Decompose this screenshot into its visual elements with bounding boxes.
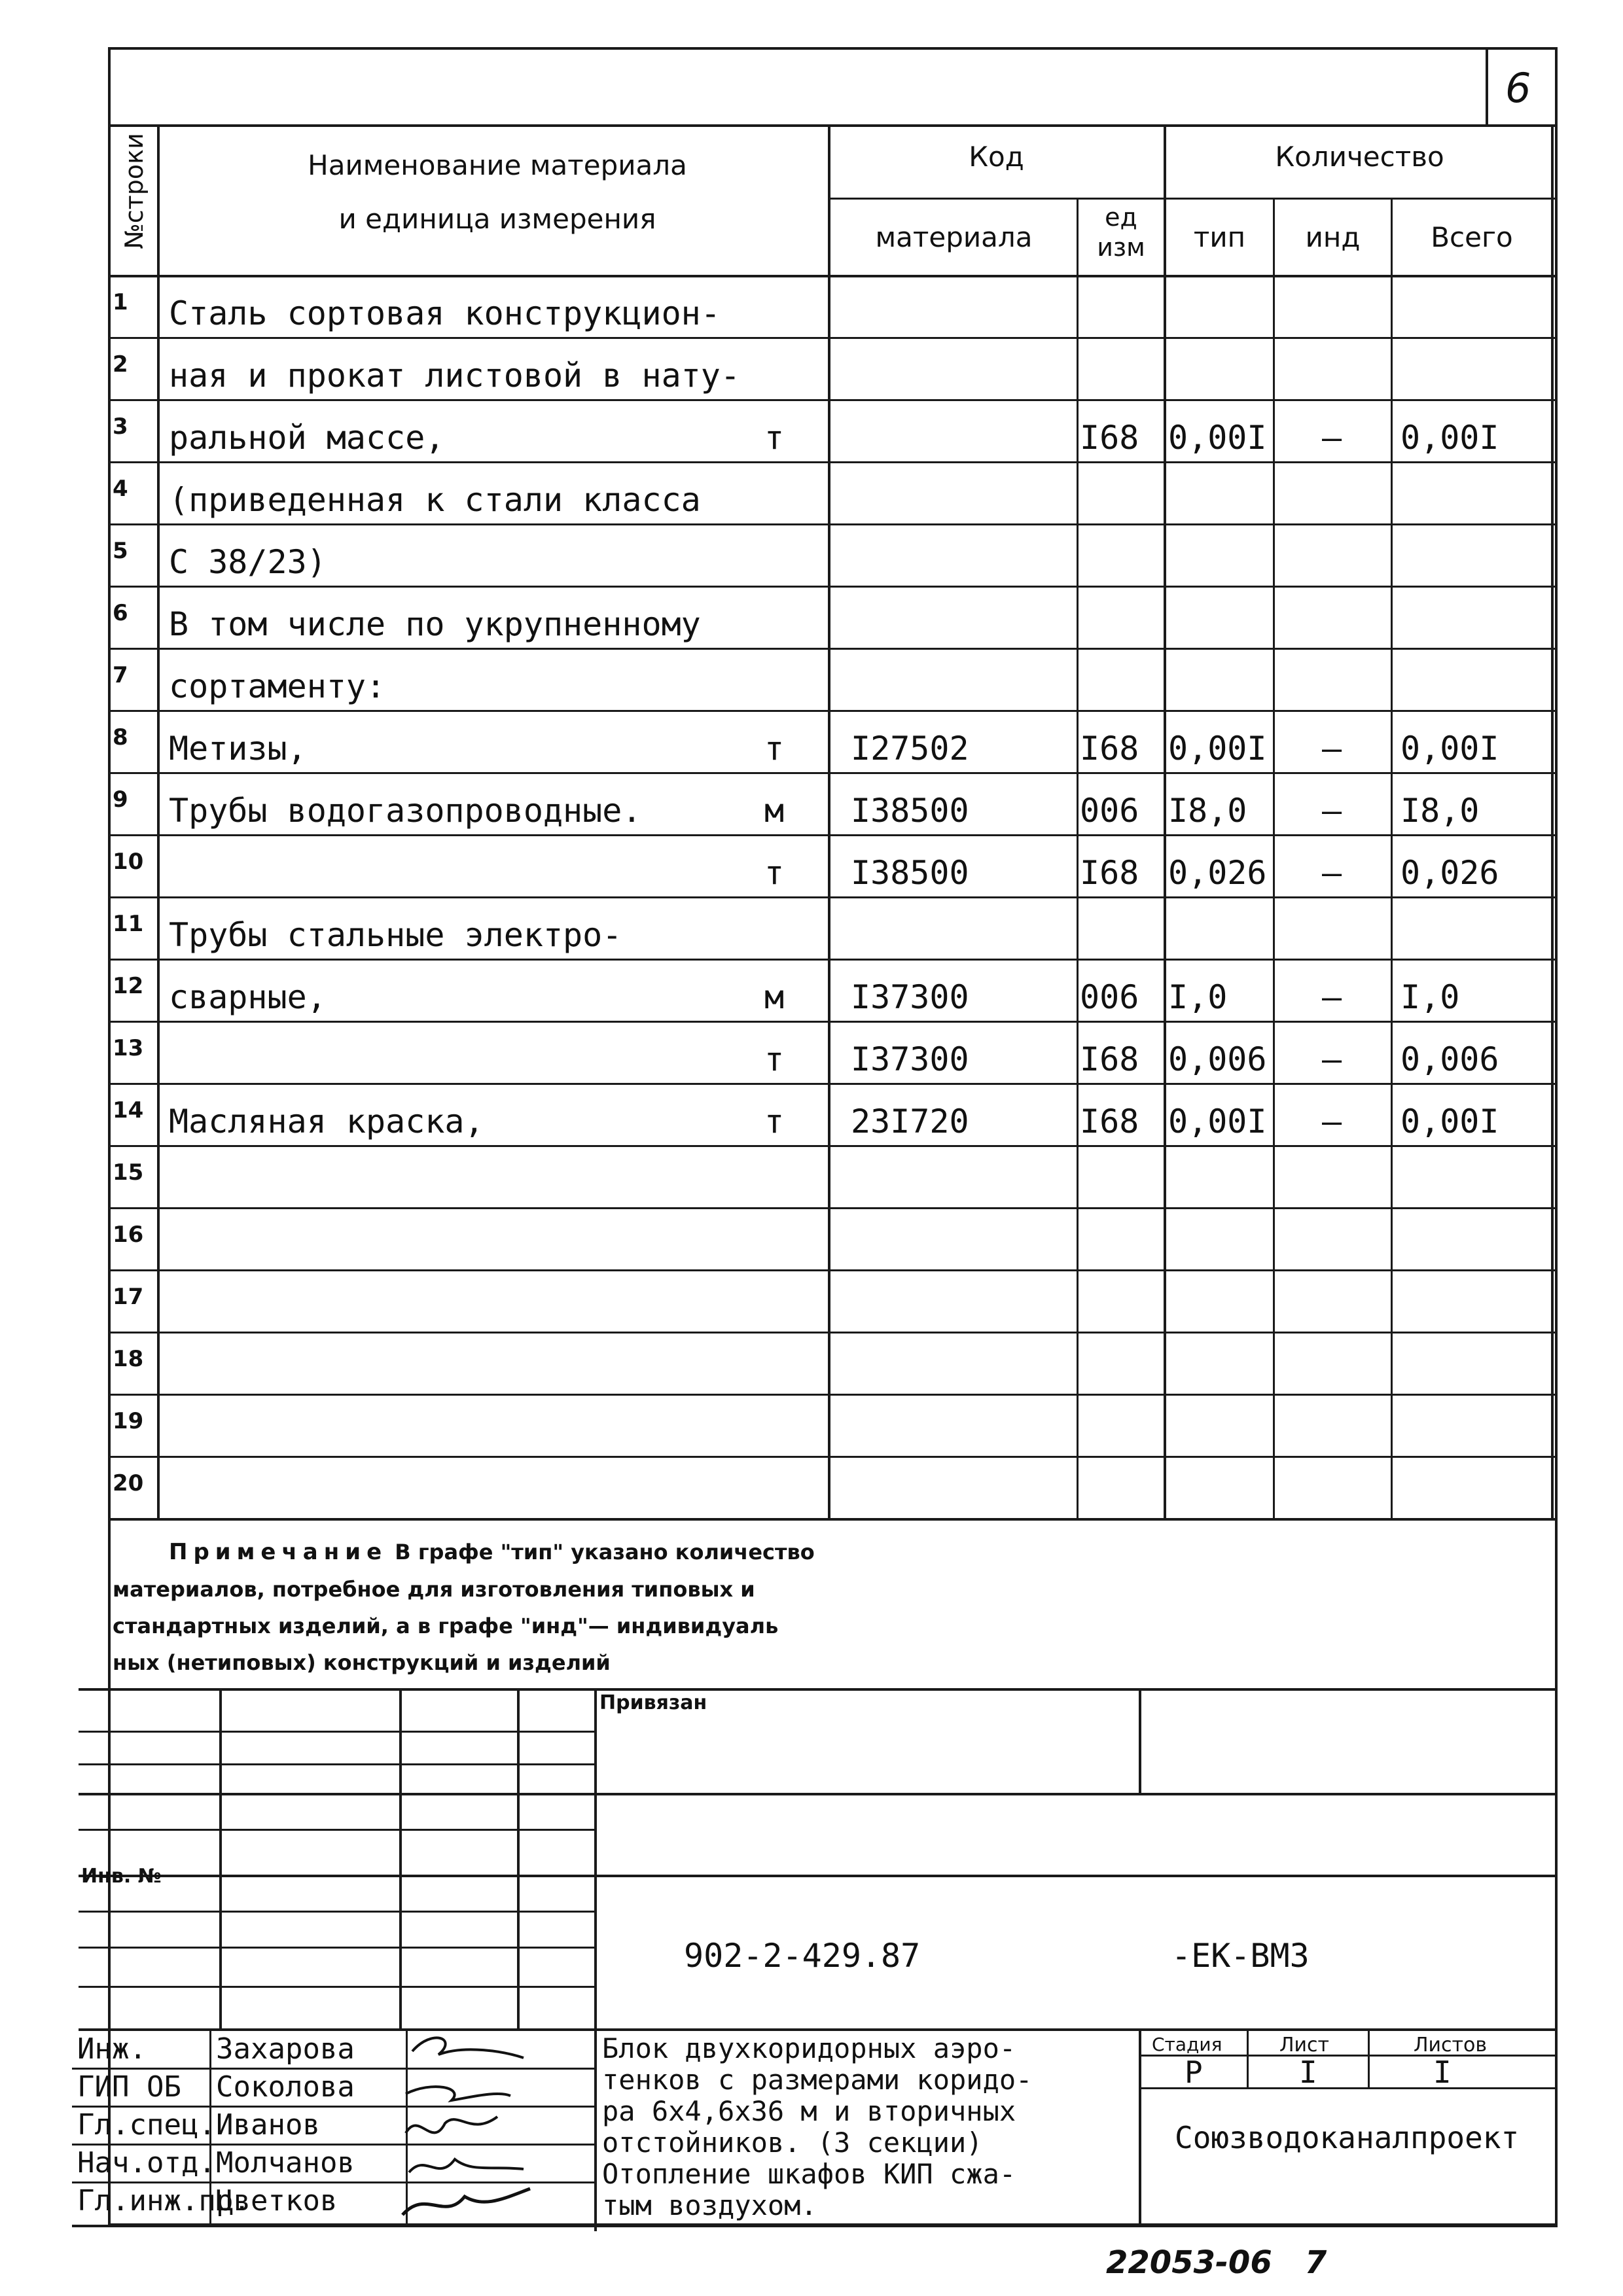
col-tip-border	[1273, 198, 1275, 1518]
name-header-line2: и единица измерения	[338, 203, 656, 235]
row-separator	[108, 461, 1558, 463]
staff-name: Захарова	[216, 2032, 355, 2066]
tb-grid-h8	[79, 1986, 596, 1988]
row-type-qty: 0,006	[1168, 1040, 1267, 1078]
staff-name: Иванов	[216, 2108, 320, 2142]
col-ind-border	[1391, 198, 1393, 1518]
row-unit-letter: т	[764, 854, 785, 892]
row-total-qty: I,0	[1400, 978, 1460, 1016]
title-block-top	[79, 1688, 1558, 1691]
row-separator	[108, 399, 1558, 401]
row-separator	[108, 1456, 1558, 1458]
tb-col-3	[517, 1688, 520, 2028]
row-type-qty: 0,00I	[1168, 419, 1267, 457]
row-number: 13	[113, 1035, 144, 1061]
page-number-divider	[1486, 47, 1488, 124]
sheet-value: I	[1299, 2055, 1317, 2090]
table-bottom-border	[108, 1518, 1558, 1521]
row-number: 5	[113, 538, 128, 564]
row-total-qty: 0,026	[1400, 854, 1499, 892]
row-material-name: Трубы стальные электро-	[169, 916, 622, 954]
row-number: 3	[113, 414, 128, 440]
row-total-qty: 0,00I	[1400, 419, 1499, 457]
unit-header-line1: ед	[1105, 203, 1137, 232]
row-total-qty: 0,00I	[1400, 730, 1499, 768]
row-number: 4	[113, 476, 128, 502]
material-code-header: материала	[875, 221, 1033, 253]
row-material-name: Сталь сортовая конструкцион-	[169, 294, 721, 332]
tb-grid-h2	[79, 1763, 596, 1765]
row-unit-code: I68	[1080, 730, 1139, 768]
row-unit-letter: т	[764, 1103, 785, 1140]
desc-right-border	[1139, 2028, 1141, 2225]
row-type-qty: I8,0	[1168, 792, 1247, 830]
page-number: 6	[1505, 64, 1531, 112]
row-material-code: I38500	[851, 854, 969, 892]
col-code-border	[1077, 198, 1079, 1518]
row-separator	[108, 337, 1558, 339]
code-header: Код	[969, 141, 1024, 173]
row-unit-code: I68	[1080, 1103, 1139, 1140]
row-type-qty: I,0	[1168, 978, 1228, 1016]
row-unit-letter: м	[764, 978, 785, 1016]
row-material-name: В том числе по укрупненному	[169, 605, 701, 643]
note-line-4: ных (нетиповых) конструкций и изделий	[113, 1650, 611, 1675]
organization-name: Союзводоканалпроект	[1175, 2120, 1520, 2155]
header-bottom-border	[108, 275, 1558, 277]
row-unit-letter: т	[764, 419, 785, 457]
signature-3	[406, 2117, 497, 2133]
signature-1	[412, 2038, 524, 2058]
row-material-code: I38500	[851, 792, 969, 830]
row-unit-code: I68	[1080, 1040, 1139, 1078]
row-unit-code: 006	[1080, 978, 1139, 1016]
sheets-label: Листов	[1414, 2034, 1488, 2057]
description-line: Отопление шкафов КИП сжа-	[602, 2158, 1016, 2190]
row-number: 1	[113, 289, 128, 315]
row-material-name: Метизы,	[169, 730, 307, 768]
row-number: 12	[113, 973, 144, 999]
document-suffix: -ЕК-ВМЗ	[1171, 1937, 1310, 1975]
col-unit-border	[1164, 124, 1166, 1518]
header-code-qty-split	[828, 198, 1558, 200]
row-separator	[108, 1145, 1558, 1147]
row-number: 8	[113, 724, 128, 751]
staff-role: Нач.отд.	[77, 2146, 216, 2180]
row-total-qty: I8,0	[1400, 792, 1480, 830]
note-line-3: стандартных изделий, а в графе "инд"— индивидуаль	[113, 1614, 779, 1638]
row-number: 15	[113, 1159, 144, 1186]
row-separator	[108, 1269, 1558, 1271]
staff-role: Инж.	[77, 2032, 147, 2066]
tb-grid-h3	[79, 1793, 1558, 1795]
footer-number: 22053-06 7	[1106, 2244, 1327, 2281]
row-separator	[108, 586, 1558, 588]
row-separator	[108, 648, 1558, 650]
staff-name: Молчанов	[216, 2146, 355, 2180]
staff-name: Цветков	[216, 2184, 338, 2217]
row-number: 17	[113, 1284, 144, 1310]
note-lead: Примечание	[169, 1539, 388, 1565]
quantity-header: Количество	[1275, 141, 1444, 173]
tb-privyazan-split	[1139, 1688, 1141, 1793]
row-material-code: I27502	[851, 730, 969, 768]
row-number: 14	[113, 1097, 144, 1123]
row-number: 9	[113, 786, 128, 813]
row-total-qty: 0,00I	[1400, 1103, 1499, 1140]
inventory-number-label: Инв. №	[81, 1865, 162, 1888]
row-separator	[108, 1083, 1558, 1085]
sheet-split	[1368, 2028, 1370, 2087]
signature-4	[409, 2159, 524, 2172]
row-material-code: 23I720	[851, 1103, 969, 1140]
row-separator	[108, 959, 1558, 961]
row-material-name: сварные,	[169, 978, 327, 1016]
row-number: 18	[113, 1346, 144, 1372]
row-unit-letter: м	[764, 792, 785, 830]
row-number: 6	[113, 600, 128, 626]
row-ind-qty: –	[1322, 730, 1342, 768]
row-material-name: сортаменту:	[169, 667, 386, 705]
row-number: 7	[113, 662, 128, 688]
row-material-code: I37300	[851, 978, 969, 1016]
row-separator	[108, 1207, 1558, 1209]
row-number: 19	[113, 1408, 144, 1434]
title-block-bottom	[72, 2225, 1558, 2227]
row-separator	[108, 1332, 1558, 1333]
tb-grid-h9	[79, 2028, 1558, 2031]
row-number-header: №строки	[120, 133, 149, 249]
row-number: 20	[113, 1470, 144, 1496]
row-separator	[108, 1394, 1558, 1396]
ind-header: инд	[1305, 221, 1361, 253]
staff-role: Гл.спец.	[77, 2108, 216, 2142]
row-unit-letter: т	[764, 730, 785, 768]
type-header: тип	[1193, 221, 1246, 253]
signature-marks	[393, 2025, 563, 2234]
row-type-qty: 0,00I	[1168, 1103, 1267, 1140]
description-line: Блок двухкоридорных аэро-	[602, 2032, 1016, 2064]
tb-col-4	[594, 1688, 597, 2231]
tb-grid-h6	[79, 1911, 596, 1913]
stage-label: Стадия	[1152, 2034, 1222, 2055]
row-total-qty: 0,006	[1400, 1040, 1499, 1078]
document-code: 902-2-429.87	[684, 1937, 921, 1975]
tb-col-1	[219, 1688, 222, 2028]
row-separator	[108, 896, 1558, 898]
row-type-qty: 0,00I	[1168, 730, 1267, 768]
row-material-name: (приведенная к стали класса	[169, 481, 701, 519]
row-separator	[108, 523, 1558, 525]
row-material-code: I37300	[851, 1040, 969, 1078]
staff-name: Соколова	[216, 2070, 355, 2104]
description-line: тенков с размерами коридо-	[602, 2064, 1033, 2096]
name-header-line1: Наименование материала	[308, 149, 687, 181]
row-number: 11	[113, 911, 144, 937]
row-ind-qty: –	[1322, 854, 1342, 892]
note-line-2: материалов, потребное для изготовления типовых и	[113, 1577, 755, 1602]
row-material-name: ная и прокат листовой в нату-	[169, 357, 740, 395]
col-rowno-border	[157, 124, 160, 1518]
row-ind-qty: –	[1322, 978, 1342, 1016]
row-separator	[108, 834, 1558, 836]
signature-2	[406, 2087, 510, 2100]
stage-split	[1247, 2028, 1249, 2087]
row-separator	[108, 1021, 1558, 1023]
tb-grid-h4	[79, 1829, 596, 1831]
total-header: Всего	[1431, 221, 1513, 253]
row-unit-letter: т	[764, 1040, 785, 1078]
stage-value: Р	[1185, 2055, 1203, 2090]
row-material-name: С 38/23)	[169, 543, 327, 581]
col-name-border	[828, 124, 830, 1518]
row-ind-qty: –	[1322, 792, 1342, 830]
description-line: отстойников. (3 секции)	[602, 2127, 983, 2159]
signature-5	[402, 2189, 530, 2215]
row-separator	[108, 710, 1558, 712]
sheets-value: I	[1433, 2055, 1452, 2090]
unit-header-line2: изм	[1097, 233, 1145, 262]
privyazan-label: Привязан	[599, 1691, 707, 1714]
row-ind-qty: –	[1322, 419, 1342, 457]
row-material-name: Масляная краска,	[169, 1103, 484, 1140]
row-unit-code: I68	[1080, 419, 1139, 457]
col-total-border	[1551, 124, 1554, 1518]
tb-grid-h7	[79, 1947, 596, 1949]
description-line: ра 6х4,6х36 м и вторичных	[602, 2095, 1016, 2127]
row-number: 10	[113, 849, 144, 875]
row-material-name: ральной массе,	[169, 419, 445, 457]
description-line: тым воздухом.	[602, 2189, 817, 2221]
tb-grid-h1	[79, 1731, 596, 1733]
staff-role: ГИП ОБ	[77, 2070, 181, 2104]
sheet-label: Лист	[1279, 2034, 1330, 2057]
note-line-1-text: В графе "тип" указано количество	[395, 1540, 815, 1564]
row-unit-code: 006	[1080, 792, 1139, 830]
tb-col-2	[399, 1688, 402, 2028]
row-material-name: Трубы водогазопроводные.	[169, 792, 642, 830]
row-unit-code: I68	[1080, 854, 1139, 892]
row-type-qty: 0,026	[1168, 854, 1267, 892]
note-line-1	[169, 1539, 815, 1565]
row-ind-qty: –	[1322, 1103, 1342, 1140]
row-separator	[108, 772, 1558, 774]
tb-grid-h5	[79, 1875, 1558, 1877]
row-number: 2	[113, 351, 128, 378]
row-ind-qty: –	[1322, 1040, 1342, 1078]
staff-role: Гл.инж.пр.	[77, 2184, 251, 2217]
row-number: 16	[113, 1222, 144, 1248]
table-top-border	[108, 124, 1558, 127]
